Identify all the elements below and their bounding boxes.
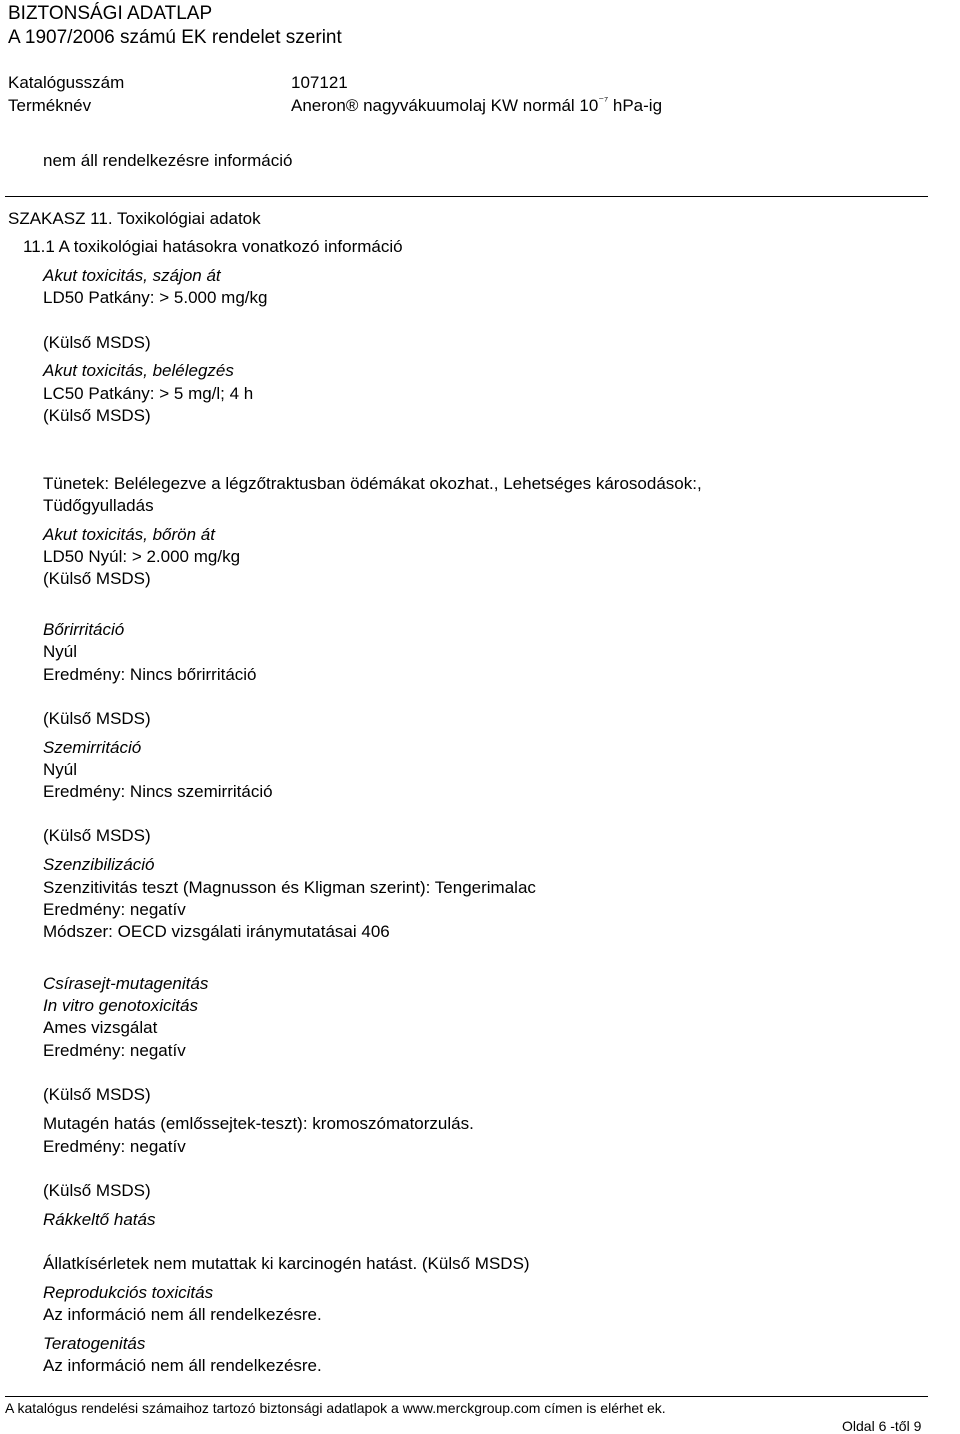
document-title: BIZTONSÁGI ADATLAP — [8, 3, 213, 24]
product-value: Aneron® nagyvákuumolaj KW normál 10 — [291, 96, 599, 115]
text-line: Tünetek: Belélegezve a légzőtraktusban ödémákat okozhat., Lehetséges károsodások:, — [43, 474, 702, 493]
text-line: LD50 Patkány: > 5.000 mg/kg — [43, 288, 268, 307]
subheading: In vitro genotoxicitás — [43, 996, 198, 1015]
text-line: Szenzitivitás teszt (Magnusson és Kligman szerint): Tengerimalac — [43, 878, 536, 897]
text-line: (Külső MSDS) — [43, 826, 151, 845]
text-line: (Külső MSDS) — [43, 1085, 151, 1104]
footer-note: A katalógus rendelési számaihoz tartozó biztonsági adatlapok a www.merckgroup.com címen is elérhet ek. — [5, 1400, 666, 1416]
text-line: Módszer: OECD vizsgálati iránymutatásai 406 — [43, 922, 390, 941]
text-line: (Külső MSDS) — [43, 1181, 151, 1200]
text-line: Nyúl — [43, 760, 78, 779]
page-number: Oldal 6 -től 9 — [842, 1418, 922, 1434]
text-line: LC50 Patkány: > 5 mg/l; 4 h — [43, 384, 254, 403]
intro-text: nem áll rendelkezésre információ — [43, 151, 293, 170]
subheading: Teratogenitás — [43, 1334, 146, 1353]
section-divider — [5, 196, 928, 197]
subheading: Akut toxicitás, szájon át — [43, 266, 221, 285]
text-line: (Külső MSDS) — [43, 569, 151, 588]
text-line: Eredmény: negatív — [43, 1041, 186, 1060]
text-line: Eredmény: negatív — [43, 900, 186, 919]
text-line: Eredmény: negatív — [43, 1137, 186, 1156]
subheading: Reprodukciós toxicitás — [43, 1283, 214, 1302]
text-line: Állatkísérletek nem mutattak ki karcinogén hatást. (Külső MSDS) — [43, 1254, 530, 1273]
subheading: Csírasejt-mutagenitás — [43, 974, 209, 993]
subheading: Bőrirritáció — [43, 620, 125, 639]
text-line: (Külső MSDS) — [43, 333, 151, 352]
text-line: Ames vizsgálat — [43, 1018, 158, 1037]
text-line: Az információ nem áll rendelkezésre. — [43, 1356, 322, 1375]
text-line: Tüdőgyulladás — [43, 496, 154, 515]
text-line: Eredmény: Nincs szemirritáció — [43, 782, 273, 801]
subheading: Akut toxicitás, belélegzés — [43, 361, 234, 380]
text-line: Nyúl — [43, 642, 78, 661]
product-label: Terméknév — [8, 96, 92, 115]
subheading: Akut toxicitás, bőrön át — [43, 525, 215, 544]
text-line: Mutagén hatás (emlőssejtek-teszt): kromoszómatorzulás. — [43, 1114, 474, 1133]
section-subtitle: 11.1 A toxikológiai hatásokra vonatkozó információ — [23, 237, 403, 256]
section-title: SZAKASZ 11. Toxikológiai adatok — [8, 209, 261, 228]
subheading: Szenzibilizáció — [43, 855, 155, 874]
text-line: Eredmény: Nincs bőrirritáció — [43, 665, 257, 684]
catalog-value: 107121 — [291, 73, 348, 92]
text-line: Az információ nem áll rendelkezésre. — [43, 1305, 322, 1324]
product-exponent: ⁻⁷ — [598, 95, 609, 107]
text-line: (Külső MSDS) — [43, 709, 151, 728]
text-line: (Külső MSDS) — [43, 406, 151, 425]
product-name — [291, 96, 662, 116]
subheading: Rákkeltő hatás — [43, 1210, 156, 1229]
text-line: LD50 Nyúl: > 2.000 mg/kg — [43, 547, 241, 566]
product-unit: hPa-ig — [608, 96, 663, 115]
catalog-label: Katalógusszám — [8, 73, 125, 92]
regulation-subtitle: A 1907/2006 számú EK rendelet szerint — [8, 27, 342, 48]
subheading: Szemirritáció — [43, 738, 142, 757]
footer-divider — [5, 1396, 928, 1397]
